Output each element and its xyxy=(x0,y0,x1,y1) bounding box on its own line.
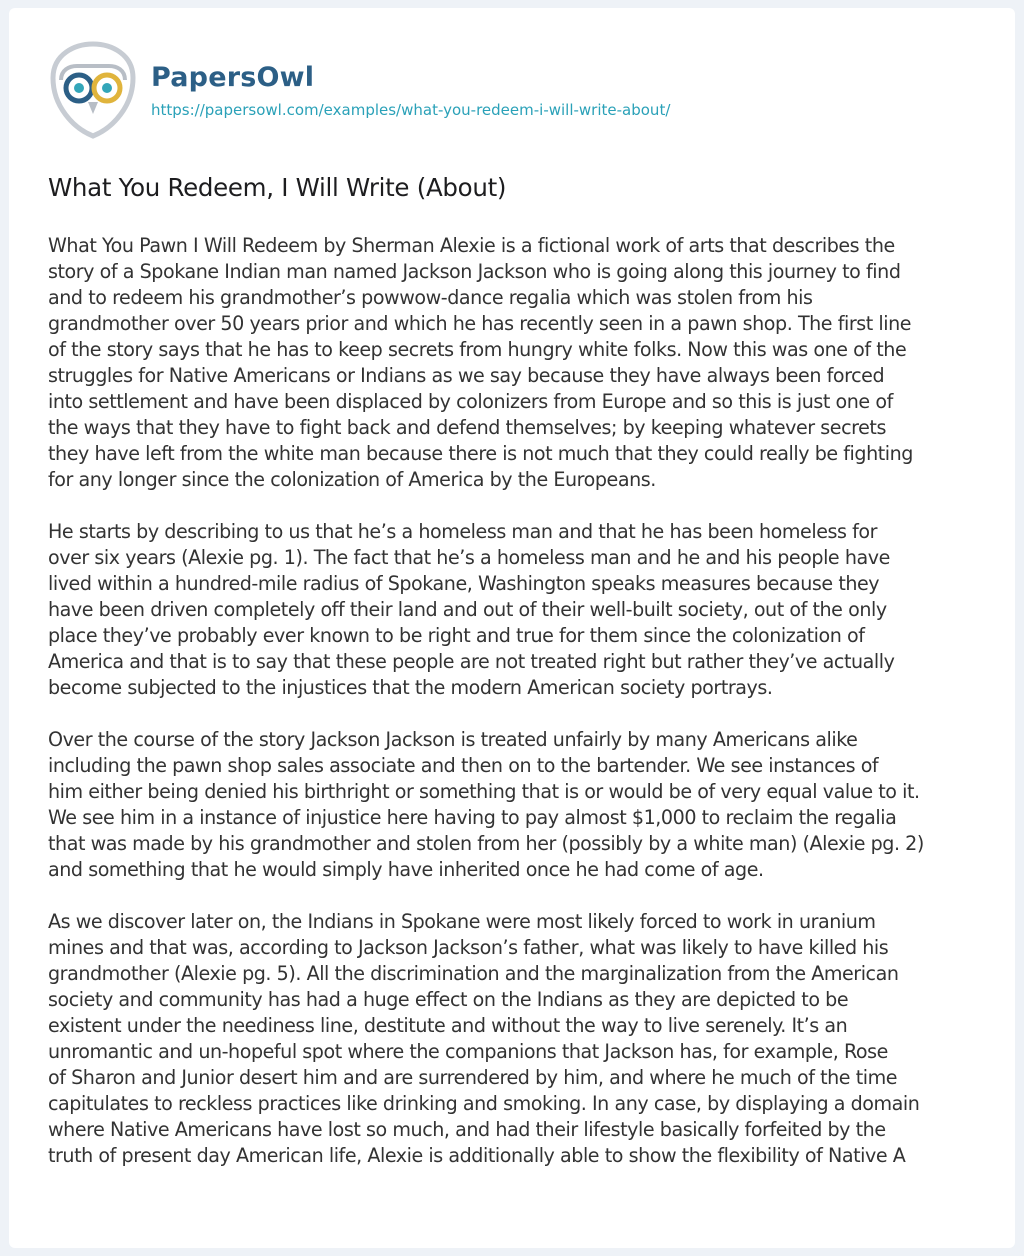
text-line: capitulates to reckless practices like drinking and smoking. In any case, by displaying a domain xyxy=(48,1092,920,1115)
source-url-link[interactable]: https://papersowl.com/examples/what-you-redeem-i-will-write-about/ xyxy=(151,101,671,119)
text-line: He starts by describing to us that he’s a homeless man and that he has been homeless for xyxy=(48,520,878,543)
text-line: that was made by his grandmother and stolen from her (possibly by a white man) (Alexie pg. 2) xyxy=(48,832,924,855)
text-line: story of a Spokane Indian man named Jackson Jackson who is going along this journey to find xyxy=(48,260,901,283)
text-line: have been driven completely off their land and out of their well-built society, out of the only xyxy=(48,598,887,621)
text-line: place they’ve probably ever known to be right and true for them since the colonization of xyxy=(48,624,865,647)
text-line: Over the course of the story Jackson Jackson is treated unfairly by many Americans alike xyxy=(48,728,858,751)
text-line: grandmother (Alexie pg. 5). All the discrimination and the marginalization from the American xyxy=(48,962,899,985)
essay-title: What You Redeem, I Will Write (About) xyxy=(48,173,507,202)
paragraph-3 xyxy=(48,727,988,883)
text-line: of Sharon and Junior desert him and are surrendered by him, and where he much of the time xyxy=(48,1066,898,1089)
owl-logo-icon[interactable] xyxy=(47,40,139,140)
paragraph-1 xyxy=(48,233,988,493)
text-line: they have left from the white man because there is not much that they could really be fighting xyxy=(48,442,913,465)
document-card xyxy=(9,8,1015,1248)
text-line: What You Pawn I Will Redeem by Sherman Alexie is a fictional work of arts that describes the xyxy=(48,234,895,257)
text-line: and to redeem his grandmother’s powwow-dance regalia which was stolen from his xyxy=(48,286,813,309)
essay-body xyxy=(48,233,988,1195)
paragraph-2 xyxy=(48,519,988,701)
brand-name[interactable]: PapersOwl xyxy=(151,62,315,93)
text-line: society and community has had a huge effect on the Indians as they are depicted to be xyxy=(48,988,849,1011)
text-line: truth of present day American life, Alexie is additionally able to show the flexibility of Native A xyxy=(48,1144,906,1167)
site-header xyxy=(47,40,670,140)
text-line: the ways that they have to fight back and defend themselves; by keeping whatever secrets xyxy=(48,416,886,439)
text-line: into settlement and have been displaced by colonizers from Europe and so this is just one of xyxy=(48,390,893,413)
paragraph-4 xyxy=(48,909,988,1169)
text-line: for any longer since the colonization of America by the Europeans. xyxy=(48,468,656,491)
text-line: where Native Americans have lost so much, and had their lifestyle basically forfeited by the xyxy=(48,1118,886,1141)
text-line: including the pawn shop sales associate and then on to the bartender. We see instances of xyxy=(48,754,879,777)
text-line: We see him in a instance of injustice here having to pay almost $1,000 to reclaim the regalia xyxy=(48,806,897,829)
text-line: unromantic and un-hopeful spot where the companions that Jackson has, for example, Rose xyxy=(48,1040,888,1063)
text-line: lived within a hundred-mile radius of Spokane, Washington speaks measures because they xyxy=(48,572,880,595)
text-line: grandmother over 50 years prior and which he has recently seen in a pawn shop. The first line xyxy=(48,312,912,335)
text-line: become subjected to the injustices that the modern American society portrays. xyxy=(48,676,773,699)
text-line: and something that he would simply have inherited once he had come of age. xyxy=(48,858,764,881)
text-line: America and that is to say that these people are not treated right but rather they’ve actually xyxy=(48,650,895,673)
brand-block xyxy=(151,62,670,119)
text-line: over six years (Alexie pg. 1). The fact that he’s a homeless man and he and his people have xyxy=(48,546,890,569)
text-line: struggles for Native Americans or Indians as we say because they have always been forced xyxy=(48,364,885,387)
text-line: mines and that was, according to Jackson Jackson’s father, what was likely to have killed his xyxy=(48,936,889,959)
text-line: of the story says that he has to keep secrets from hungry white folks. Now this was one of the xyxy=(48,338,907,361)
text-line: him either being denied his birthright or something that is or would be of very equal value to it. xyxy=(48,780,920,803)
text-line: existent under the neediness line, destitute and without the way to live serenely. It’s an xyxy=(48,1014,848,1037)
text-line: As we discover later on, the Indians in Spokane were most likely forced to work in uranium xyxy=(48,910,876,933)
